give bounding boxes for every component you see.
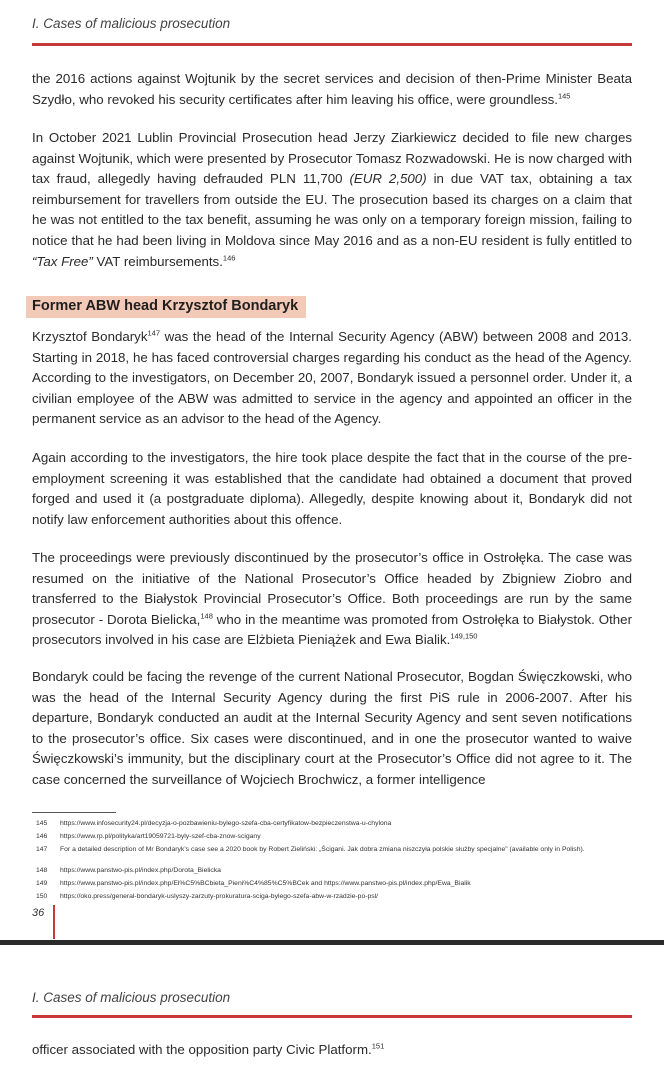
header-rule — [32, 43, 632, 46]
footnote-149: 149 https://www.panstwo-pis.pl/index.php/El%C5%BCbieta_Pieni%C4%85%C5%BCek and https://www.panstwo-pis.pl/index.php/Ewa_Bialik — [36, 880, 471, 887]
paragraph-4: Again according to the investigators, the hire took place despite the fact that in the course of the pre-employment screening it was established that the candidate had obtained a document that proved forged and used it (a postgraduate diploma). Allegedly, despite knowing about it, Bondaryk did not notify law enforcement authorities about this offence. — [32, 450, 632, 527]
paragraph-3: Krzysztof Bondaryk$^{147}$ was the head of the Internal Security Agency (ABW) between 2008 and 2013. Starting in 2018, he has faced controversial charges regarding his conduct as the head of the Agency. According to the investigators, on December 20, 2007, Bondaryk issued a personnel order. Under it, a civilian employee of the ABW was admitted to service in the agency and appointed an officer in the permanent service as an advisor to the head of the Agency. — [32, 328, 632, 427]
footnote-148: 148 https://www.panstwo-pis.pl/index.php/Dorota_Bielicka — [36, 867, 221, 874]
next-page-paragraph: officer associated with the opposition party Civic Platform.$^{151}$ — [32, 1041, 385, 1057]
footnote-147: 147 For a detailed description of Mr Bondaryk’s case see a 2020 book by Robert Zieliński: „Ścigani. Jak dobra zmiana niszczyła polskie służby specjalne” (available only in Polish). — [36, 846, 585, 853]
section-heading: Former ABW head Krzysztof Bondaryk — [26, 296, 306, 318]
page-number: 36 — [32, 907, 45, 919]
footnote-rule — [32, 812, 116, 813]
footnote-ref-148[interactable]: 148 — [200, 611, 213, 621]
next-page-running-header: I. Cases of malicious prosecution — [32, 990, 231, 1005]
footnote-150: 150 https://oko.press/general-bondaryk-uslyszy-zarzuty-prokuratura-sciga-bylego-szefa-abw-w-rzadzie-po-psl/ — [36, 893, 379, 900]
footnote-ref-149-150[interactable]: 149,150 — [450, 631, 478, 641]
footnote-ref-147[interactable]: 147 — [147, 328, 160, 338]
page-number-marker — [53, 905, 55, 939]
paragraph-5: The proceedings were previously discontinued by the prosecutor’s office in Ostrołęka. The case was resumed on the initiative of the National Prosecutor’s Office headed by Zbigniew Ziobro and transferred to the Białystok Provincial Prosecutor’s Office. Both proceedings are run by the same prosecutor - Dorota Bielicka,$^{148}$ who in the meantime was promoted from Ostrołęka to Białystok. Other prosecutors involved in his case are Elżbieta Pieniążek and Ewa Bialik.$^{149,150}$ — [32, 550, 632, 648]
paragraph-2: In October 2021 Lublin Provincial Prosecution head Jerzy Ziarkiewicz decided to file new charges against Wojtunik, which were presented by Prosecutor Tomasz Rozwadowski. He is now charged with tax fraud, allegedly having defrauded PLN 11,700 (EUR 2,500) in due VAT tax, obtaining a tax reimbursement for travellers from outside the EU. The prosecution based its charges on a claim that he was not entitled to the tax benefit, assuming he was only on a temporary foreign mission, failing to notice that he had been living in Moldova since May 2016 and as a non-EU resident is fully entitled to “Tax Free” VAT reimbursements.$^{146}$ — [32, 130, 632, 269]
running-header: I. Cases of malicious prosecution — [32, 16, 231, 31]
footnote-146: 146 https://www.rp.pl/polityka/art19059721-byly-szef-cba-znow-scigany — [36, 833, 261, 840]
page-separator — [0, 940, 664, 945]
paragraph-1: the 2016 actions against Wojtunik by the secret services and decision of then-Prime Minister Beata Szydło, who revoked his security certificates after him leaving his office, were groundless.$^{145}$ — [32, 71, 632, 107]
paragraph-6: Bondaryk could be facing the revenge of the current National Prosecutor, Bogdan Święczkowski, who was the head of the Internal Security Agency during the first PiS rule in 2006-2007. After his departure, Bondaryk conducted an audit at the Internal Security Agency and sent seven notifications to the prosecutor’s office. Six cases were discontinued, and in one the prosecutor wanted to waive Święczkowski’s immunity, but the disciplinary court at the Prosecutor’s Office did not agree to it. The case concerned the surveillance of Wojciech Brochwicz, a former intelligence — [32, 669, 632, 787]
footnote-145: 145 https://www.infosecurity24.pl/decyzja-o-pozbawieniu-bylego-szefa-cba-certyfikatow-bezpieczenstwa-u-chylona — [36, 820, 392, 827]
footnote-ref-145[interactable]: 145 — [557, 91, 571, 101]
footnote-ref-151[interactable]: 151 — [371, 1041, 385, 1051]
footnote-ref-146[interactable]: 146 — [222, 253, 236, 263]
next-page-header-rule — [32, 1015, 632, 1018]
